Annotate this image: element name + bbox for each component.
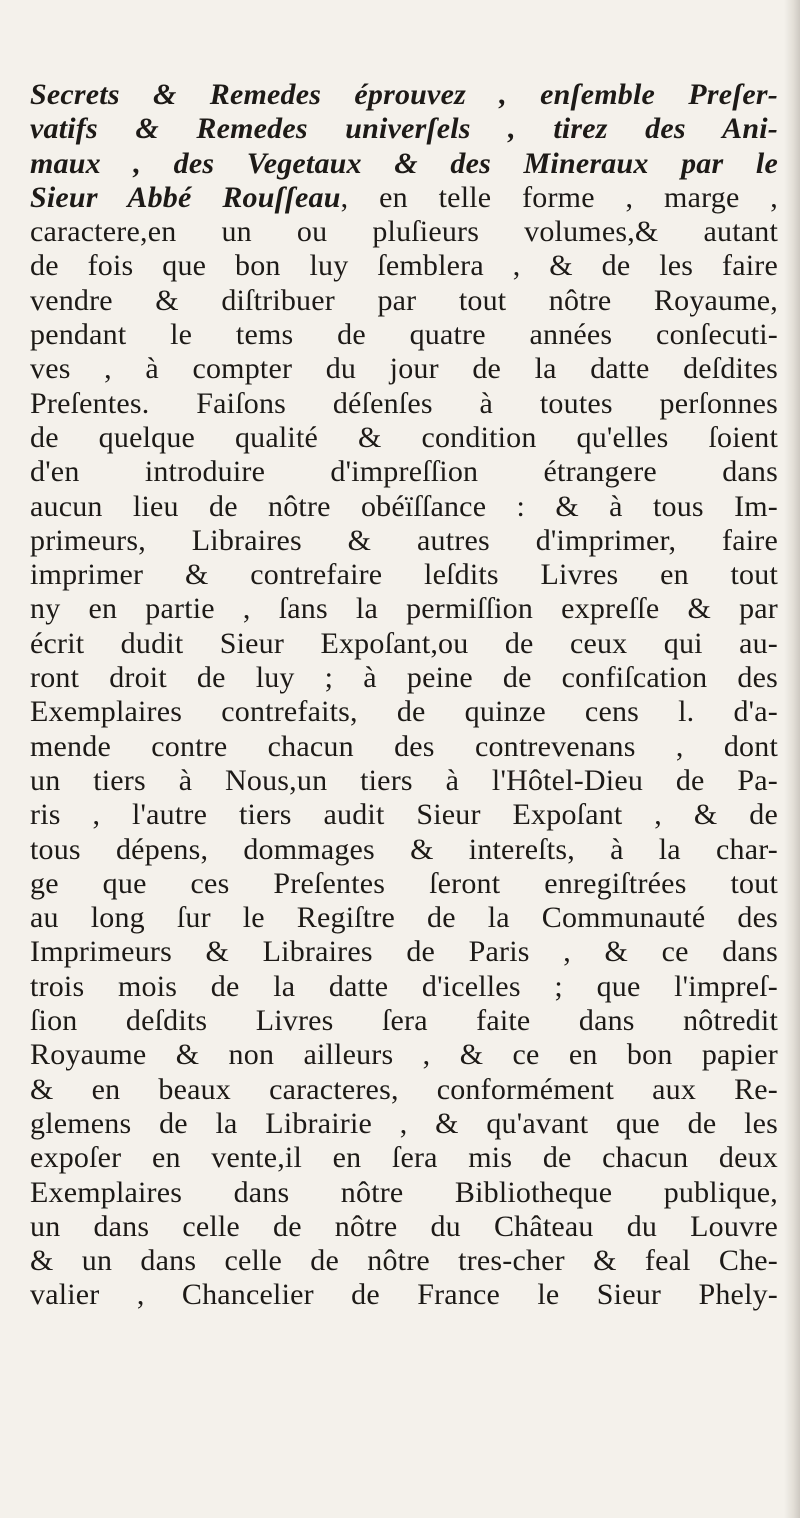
text-run: ſion deſdits Livres ſera faite dans nôtredit bbox=[30, 1004, 778, 1038]
text-run: imprimer & contrefaire leſdits Livres en tout bbox=[30, 558, 778, 592]
text-run: & un dans celle de nôtre tres-cher & feal Che- bbox=[30, 1244, 778, 1278]
text-run: tous dépens, dommages & intereſts, à la char- bbox=[30, 832, 778, 866]
text-line bbox=[30, 798, 778, 832]
text-line bbox=[30, 867, 778, 901]
text-run: de quelque qualité & condition qu'elles ſoient bbox=[30, 420, 778, 454]
text-run: ris , l'autre tiers audit Sieur Expoſant , & de bbox=[30, 798, 778, 832]
text-line bbox=[30, 935, 778, 969]
text-line bbox=[30, 421, 778, 455]
text-line bbox=[30, 970, 778, 1004]
text-line bbox=[30, 627, 778, 661]
text-line bbox=[30, 592, 778, 626]
text-line bbox=[30, 1210, 778, 1244]
text-line bbox=[30, 764, 778, 798]
text-run: expoſer en vente,il en ſera mis de chacun deux bbox=[30, 1141, 778, 1175]
text-line bbox=[30, 1038, 778, 1072]
italic-title-text: Secrets & Remedes éprouvez , enſemble Preſer- bbox=[30, 78, 778, 111]
text-line bbox=[30, 490, 778, 524]
text-line bbox=[30, 249, 778, 283]
text-line bbox=[30, 1278, 778, 1312]
text-line bbox=[30, 455, 778, 489]
text-run: glemens de la Librairie , & qu'avant que de les bbox=[30, 1106, 778, 1140]
text-line bbox=[30, 352, 778, 386]
text-run: ny en partie , ſans la permiſſion expreſſe & par bbox=[30, 592, 778, 626]
text-run: , en telle forme , marge , bbox=[340, 180, 778, 214]
italic-title-text: maux , des Vegetaux & des Mineraux par le bbox=[30, 146, 778, 180]
text-run: d'en introduire d'impreſſion étrangere dans bbox=[30, 455, 778, 489]
text-run: Imprimeurs & Libraires de Paris , & ce dans bbox=[30, 935, 778, 969]
text-run: primeurs, Libraires & autres d'imprimer, faire bbox=[30, 523, 778, 557]
text-line bbox=[30, 901, 778, 935]
text-line bbox=[30, 181, 778, 215]
text-line bbox=[30, 1176, 778, 1210]
text-line bbox=[30, 558, 778, 592]
text-line bbox=[30, 524, 778, 558]
text-run: pendant le tems de quatre années conſecuti- bbox=[30, 318, 778, 352]
text-line bbox=[30, 661, 778, 695]
text-line bbox=[30, 1107, 778, 1141]
page-edge-shadow bbox=[784, 0, 800, 1518]
text-run: un dans celle de nôtre du Château du Louvre bbox=[30, 1209, 778, 1243]
text-line bbox=[30, 1073, 778, 1107]
text-run: au long ſur le Regiſtre de la Communauté des bbox=[30, 901, 778, 935]
text-line bbox=[30, 112, 778, 146]
text-run: Exemplaires contrefaits, de quinze cens l. d'a- bbox=[30, 695, 778, 729]
text-run: de fois que bon luy ſemblera , & de les faire bbox=[30, 249, 778, 283]
text-line bbox=[30, 730, 778, 764]
text-run: caractere,en un ou pluſieurs volumes,& autant bbox=[30, 215, 778, 249]
text-run: valier , Chancelier de France le Sieur Phely- bbox=[30, 1278, 778, 1312]
text-line bbox=[30, 215, 778, 249]
text-line bbox=[30, 695, 778, 729]
text-run: écrit dudit Sieur Expoſant,ou de ceux qui au- bbox=[30, 626, 778, 660]
text-line bbox=[30, 78, 778, 112]
text-line bbox=[30, 284, 778, 318]
text-line bbox=[30, 833, 778, 867]
text-line bbox=[30, 387, 778, 421]
italic-title-text: Sieur Abbé Rouſſeau bbox=[30, 180, 341, 214]
text-run: ge que ces Preſentes ſeront enregiſtrées tout bbox=[30, 866, 778, 900]
italic-title-text: vatifs & Remedes univerſels , tirez des Ani- bbox=[30, 112, 778, 146]
text-run: ves , à compter du jour de la datte deſdites bbox=[30, 352, 778, 386]
text-run: aucun lieu de nôtre obéïſſance : & à tous Im- bbox=[30, 489, 778, 523]
text-run: Preſentes. Faiſons déſenſes à toutes perſonnes bbox=[30, 386, 778, 420]
text-run: Exemplaires dans nôtre Bibliotheque publique, bbox=[30, 1175, 778, 1209]
body-text bbox=[30, 78, 778, 1313]
text-run: vendre & diſtribuer par tout nôtre Royaume, bbox=[30, 283, 778, 317]
text-line bbox=[30, 147, 778, 181]
text-run: un tiers à Nous,un tiers à l'Hôtel-Dieu de Pa- bbox=[30, 763, 778, 797]
text-run: trois mois de la datte d'icelles ; que l'impreſ- bbox=[30, 969, 778, 1003]
text-run: Royaume & non ailleurs , & ce en bon papier bbox=[30, 1038, 778, 1072]
text-line bbox=[30, 318, 778, 352]
text-run: mende contre chacun des contrevenans , dont bbox=[30, 729, 778, 763]
text-line bbox=[30, 1244, 778, 1278]
text-line bbox=[30, 1141, 778, 1175]
text-line bbox=[30, 1004, 778, 1038]
text-run: ront droit de luy ; à peine de confiſcation des bbox=[30, 661, 778, 695]
text-run: & en beaux caracteres, conformément aux Re- bbox=[30, 1072, 778, 1106]
